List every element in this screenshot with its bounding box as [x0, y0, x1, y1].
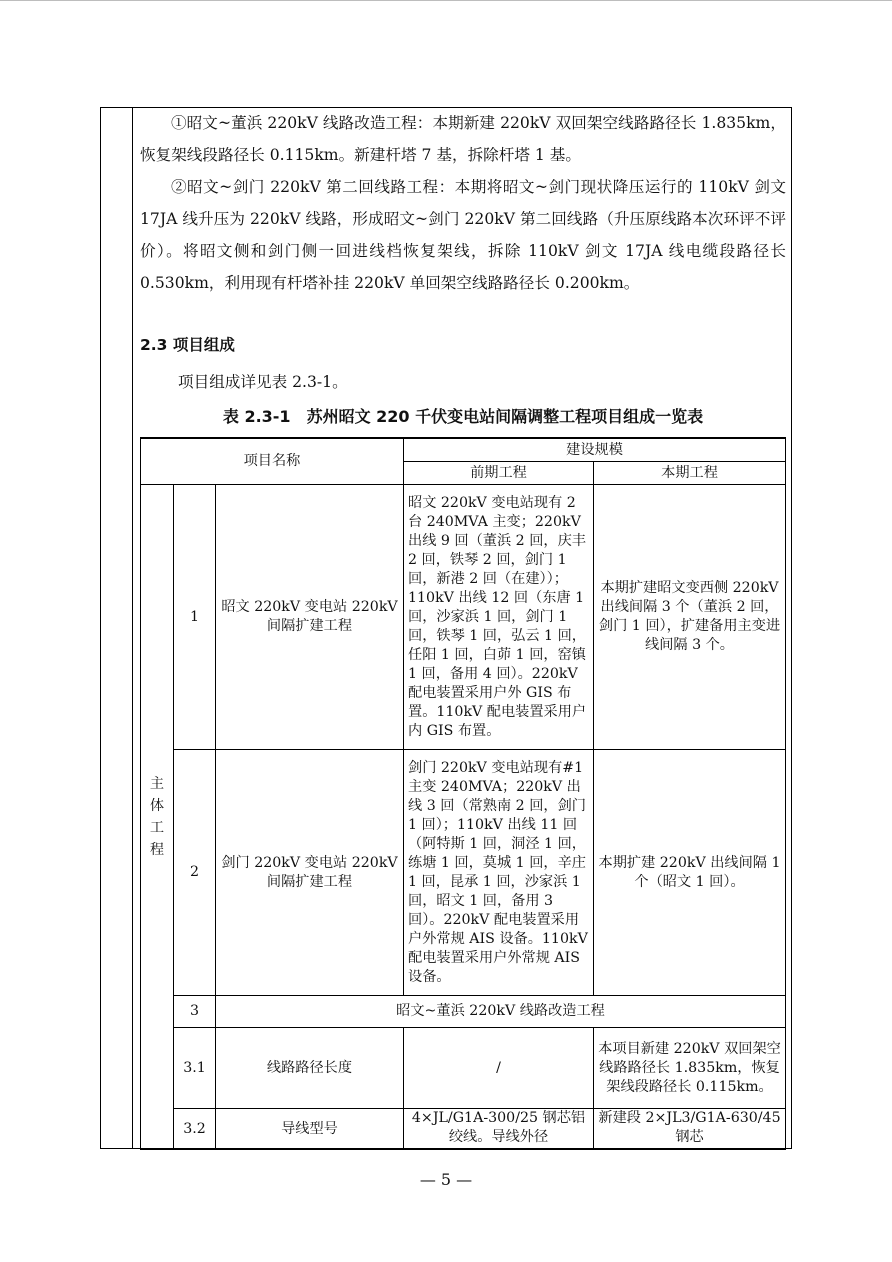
row-no: 3 — [174, 996, 216, 1028]
row-curr: 新建段 2×JL3/G1A-630/45 钢芯 — [594, 1109, 786, 1150]
header-prev: 前期工程 — [404, 462, 594, 485]
intro-line: 项目组成详见表 2.3-1。 — [178, 373, 348, 391]
header-scale: 建设规模 — [404, 438, 786, 462]
row-no: 2 — [174, 750, 216, 996]
section-heading: 2.3 项目组成 — [140, 336, 235, 354]
paragraph-2: ②昭文~剑门 220kV 第二回线路工程：本期将昭文~剑门现状降压运行的 110kV 剑文 17JA 线升压为 220kV 线路，形成昭文~剑门 220kV 第二回线路（升压原线路本次环评不评价）。将昭文侧和剑门侧一回进线档恢复架线，拆除 110kV 剑文 17JA 线电缆段路径长 0.530km，利用现有杆塔补挂 220kV 单回架空线路路径长 0.200km。 — [140, 178, 786, 292]
row-title: 昭文~董浜 220kV 线路改造工程 — [216, 996, 786, 1028]
project-composition-table — [140, 437, 786, 1150]
row-curr: 本期扩建 220kV 出线间隔 1 个（昭文 1 回）。 — [594, 750, 786, 996]
row-prev: / — [404, 1028, 594, 1109]
row-curr: 本项目新建 220kV 双回架空线路路径长 1.835km，恢复架线段路径长 0.115km。 — [594, 1028, 786, 1109]
table-row — [141, 996, 786, 1028]
table-header-row-1 — [141, 438, 786, 462]
row-no: 1 — [174, 485, 216, 750]
row-name: 昭文 220kV 变电站 220kV 间隔扩建工程 — [216, 485, 404, 750]
row-name: 剑门 220kV 变电站 220kV 间隔扩建工程 — [216, 750, 404, 996]
row-no: 3.1 — [174, 1028, 216, 1109]
row-prev: 4×JL/G1A-300/25 钢芯铝绞线。导线外径 — [404, 1109, 594, 1150]
paragraph-1: ①昭文~董浜 220kV 线路改造工程：本期新建 220kV 双回架空线路路径长 1.835km，恢复架线段路径长 0.115km。新建杆塔 7 基，拆除杆塔 1 基。 — [140, 114, 786, 164]
group-label — [141, 485, 174, 1150]
group-label-text: 主 体 工 程 — [149, 776, 165, 858]
row-prev: 剑门 220kV 变电站现有#1 主变 240MVA；220kV 出线 3 回（常熟南 2 回，剑门 1 回）；110kV 出线 11 回（阿特斯 1 回，洞泾 1 回，练塘 1 回，莫城 1 回，辛庄 1 回，昆承 1 回，沙家浜 1 回，昭文 1 回，备用 3 回）。220kV 配电装置采用户外常规 AIS 设备。110kV 配电装置采用户外常规 AIS 设备。 — [404, 750, 594, 996]
header-project-name: 项目名称 — [141, 438, 404, 485]
table-row — [141, 485, 786, 750]
top-rule — [0, 0, 892, 1]
row-name: 导线型号 — [216, 1109, 404, 1150]
table-row — [141, 750, 786, 996]
row-no: 3.2 — [174, 1109, 216, 1150]
header-curr: 本期工程 — [594, 462, 786, 485]
table-row — [141, 1109, 786, 1150]
table-row — [141, 1028, 786, 1109]
row-prev: 昭文 220kV 变电站现有 2 台 240MVA 主变；220kV 出线 9 回（董浜 2 回，庆丰 2 回，铁琴 2 回，剑门 1 回，新港 2 回（在建））；110kV 出线 12 回（东唐 1 回，沙家浜 1 回，剑门 1 回，铁琴 1 回，弘云 1 回，任阳 1 回，白茆 1 回，窑镇 1 回，备用 4 回）。220kV 配电装置采用户外 GIS 布置。110kV 配电装置采用户内 GIS 布置。 — [404, 485, 594, 750]
row-name: 线路路径长度 — [216, 1028, 404, 1109]
row-curr: 本期扩建昭文变西侧 220kV 出线间隔 3 个（董浜 2 回，剑门 1 回），扩建备用主变进线间隔 3 个。 — [594, 485, 786, 750]
table-title: 表 2.3-1 苏州昭文 220 千伏变电站间隔调整工程项目组成一览表 — [222, 407, 704, 426]
page-number: — 5 — — [419, 1170, 473, 1189]
frame-inner-line — [132, 107, 133, 1149]
